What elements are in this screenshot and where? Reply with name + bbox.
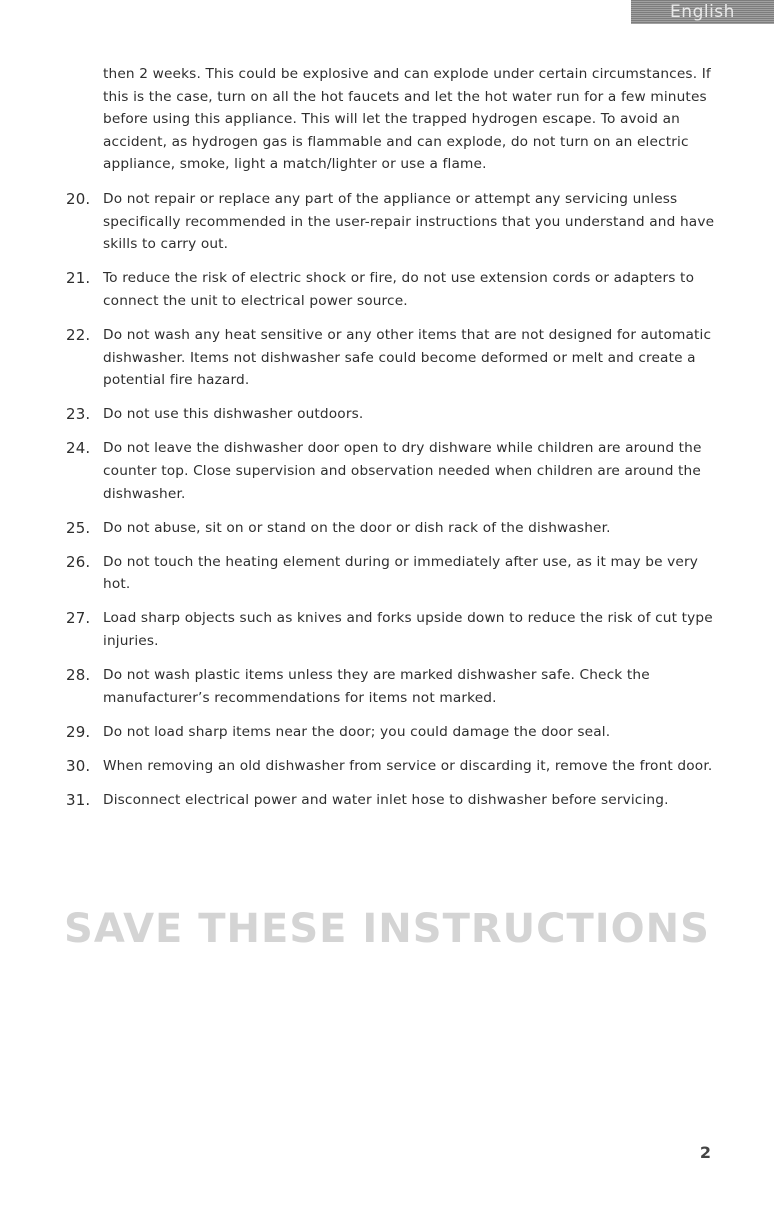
item-number: 27. [66, 609, 91, 628]
item-number: 31. [66, 790, 91, 809]
item-text: Do not abuse, sit on or stand on the door or dish rack of the dishwasher. [103, 519, 611, 536]
item-number: 26. [66, 552, 91, 571]
item-text: Do not touch the heating element during or immediately after use, as it may be very hot. [103, 553, 699, 593]
page-number: 2 [699, 1143, 711, 1162]
item-text: Do not load sharp items near the door; you could damage the door seal. [103, 723, 611, 740]
item-number: 23. [66, 405, 91, 424]
item-text: Do not use this dishwasher outdoors. [103, 406, 364, 423]
list-item [0, 403, 774, 426]
item-number: 28. [66, 666, 91, 685]
list-item [0, 721, 774, 744]
item-text: Do not wash any heat sensitive or any other items that are not designed for automatic dishwasher. Items not dishwasher safe could become deformed or melt and create a potential fire hazard. [103, 326, 712, 389]
item-number: 20. [66, 189, 91, 208]
item-text: Do not leave the dishwasher door open to dry dishware while children are around the counter top. Close supervision and observation needed when children are around the dishwasher. [103, 440, 702, 502]
list-item [0, 551, 774, 596]
list-item [0, 607, 774, 652]
item-text: Do not repair or replace any part of the appliance or attempt any servicing unless specifically recommended in the user-repair instructions that you understand and have skills to carry out. [103, 190, 715, 253]
list-item [0, 755, 774, 778]
item-text: Do not wash plastic items unless they are marked dishwasher safe. Check the manufacturer’s recommendations for items not marked. [103, 667, 650, 706]
item-number: 21. [66, 269, 91, 288]
item-text: When removing an old dishwasher from service or discarding it, remove the front door. [103, 757, 713, 774]
item-number: 24. [66, 439, 91, 458]
item-text: Disconnect electrical power and water inlet hose to dishwasher before servicing. [103, 791, 669, 808]
list-item [0, 664, 774, 709]
item-number: 25. [66, 518, 91, 537]
list-item [0, 267, 774, 312]
list-item [0, 188, 774, 256]
language-tab: English [631, 0, 774, 24]
item-text: Load sharp objects such as knives and forks upside down to reduce the risk of cut type injuries. [103, 610, 713, 649]
list-item [0, 517, 774, 540]
continued-paragraph: then 2 weeks. This could be explosive and can explode under certain circumstances. If this is the case, turn on all the hot faucets and let the hot water run for a few minutes before using this appliance. This will let the trapped hydrogen escape. To avoid an accident, as hydrogen gas is flammable and can explode, do not turn on an electric appliance, smoke, light a match/lighter or use a flame. [103, 66, 711, 173]
item-number: 29. [66, 722, 91, 741]
list-item [0, 324, 774, 392]
item-number: 30. [66, 756, 91, 775]
list-item [0, 789, 774, 812]
save-instructions-heading: SAVE THESE INSTRUCTIONS [64, 906, 710, 952]
item-text: To reduce the risk of electric shock or fire, do not use extension cords or adapters to connect the unit to electrical power source. [103, 270, 695, 309]
list-item [0, 437, 774, 505]
instructions-list [0, 63, 774, 823]
item-number: 22. [66, 325, 91, 344]
